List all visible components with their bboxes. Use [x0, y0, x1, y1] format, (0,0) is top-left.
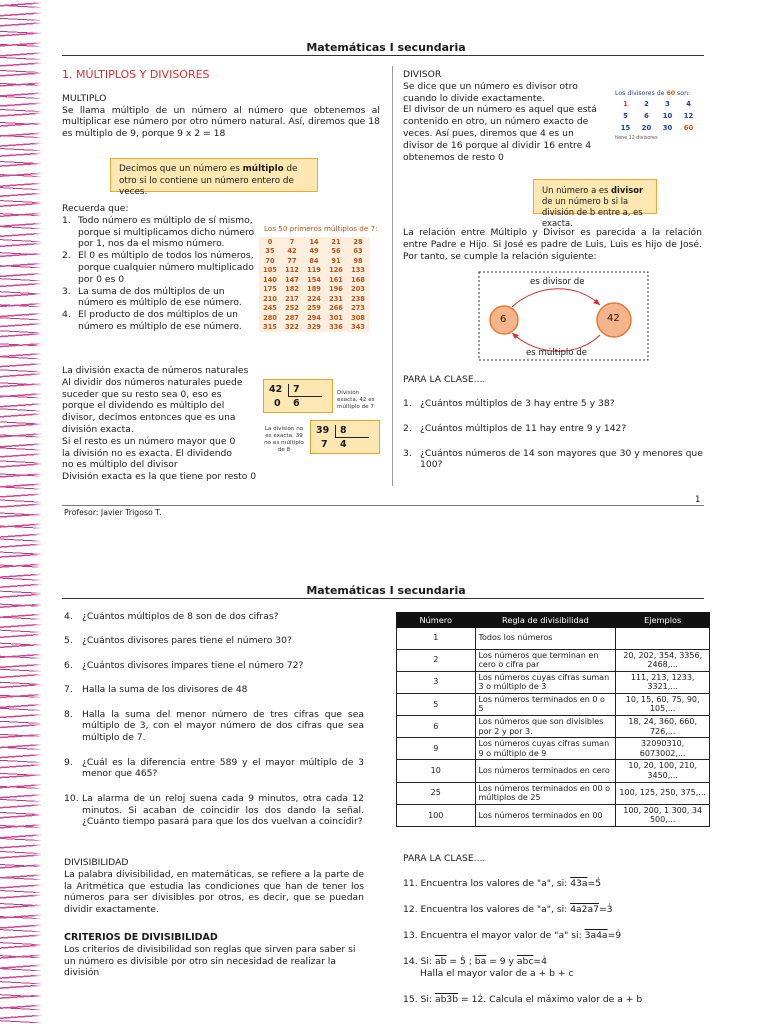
- recuerda-item: 4. El producto de dos múltiplos de un número es múltiplo de ese número.: [62, 309, 242, 332]
- multiple-cell: 238: [351, 294, 365, 303]
- multiple-cell: 273: [351, 304, 365, 313]
- divisor-text-line: obtenemos de resto 0: [403, 151, 504, 163]
- header-rule: [62, 55, 704, 56]
- divisors-of-60-table: [615, 98, 699, 134]
- divisor-cell: 15: [620, 124, 631, 132]
- rules-cell: Los números terminados en 00 o múltiplos de 25: [475, 782, 616, 804]
- left-column-1: [62, 69, 380, 140]
- division-text-line: suceder que su resto sea 0, eso es: [62, 388, 222, 400]
- multiple-cell: 301: [329, 313, 343, 322]
- question-11: 11. Encuentra los valores de "a", si: 43a=5̇: [403, 878, 602, 889]
- division-text: [62, 365, 272, 483]
- recuerda-list: [62, 215, 257, 333]
- multiple-cell: 21: [331, 237, 341, 246]
- rules-row: [397, 760, 710, 782]
- multiple-cell: 77: [287, 256, 297, 265]
- divisor-keyword: divisor: [611, 185, 644, 195]
- question-item: 6. ¿Cuántos divisores impares tiene el número 72?: [64, 659, 304, 671]
- multiplo-heading: MULTIPLO: [62, 92, 107, 104]
- para-clase-2: PARA LA CLASE....: [403, 853, 486, 864]
- para-clase-1: [403, 374, 703, 386]
- multiples-row: [259, 313, 369, 323]
- rules-header-cell: Ejemplos: [616, 613, 710, 628]
- divisors-row: [615, 122, 699, 134]
- footer-rule: [62, 505, 704, 506]
- divisor-cell: 10: [662, 112, 673, 120]
- divisor-text-line: El divisor de un número es aquel que está: [403, 104, 597, 116]
- rules-cell: 10, 20, 100, 210, 3450,...: [616, 760, 710, 782]
- rules-header-cell: Número: [397, 613, 476, 628]
- divisibilidad-block: [64, 857, 364, 979]
- diagram-node-42-label: 42: [607, 313, 620, 324]
- multiple-cell: 14: [309, 237, 319, 246]
- division-text-line: no es múltiplo del divisor: [62, 459, 178, 471]
- diagram-label-bottom: es múltiplo de: [526, 348, 588, 358]
- rules-cell: 2: [397, 649, 476, 671]
- divisor-text-line: divisor de 16 porque al dividir 16 entre 4: [403, 139, 592, 151]
- page-number: 1: [695, 495, 701, 505]
- rules-cell: 32090310, 6073002,...: [616, 738, 710, 760]
- divisibilidad-heading: DIVISIBILIDAD: [64, 857, 129, 868]
- multiple-cell: 126: [329, 266, 343, 275]
- divisibility-rules-table: [396, 612, 710, 827]
- multiple-cell: 245: [263, 304, 277, 313]
- multiple-cell: 287: [285, 313, 299, 322]
- recuerda-item: 3. La suma de dos múltiplos de un número es múltiplo de ese número.: [62, 285, 242, 309]
- multiples-row: [259, 304, 369, 314]
- divisor-cell: 3: [665, 100, 670, 108]
- multiple-cell: 168: [351, 275, 365, 284]
- rules-cell: Los números que terminan en cero o cifra par: [475, 649, 616, 671]
- rules-cell: 18, 24, 360, 660, 726,...: [616, 716, 710, 738]
- multiples-row: [259, 256, 369, 266]
- multiple-cell: 70: [265, 256, 275, 265]
- multiple-cell: 84: [309, 256, 319, 265]
- rules-row: [397, 649, 710, 671]
- question-14: 14. Si: $\overline{ab}$ = 5̇ ; $\overline{ba} = 9$ y $\overline{abc}=4̇$ Halla el mayor valor de a + b + c: [403, 956, 574, 979]
- question-item: 7. Halla la suma de los divisores de 48: [64, 684, 248, 696]
- division-note-1: División exacta, 42 es múltiplo de 7: [337, 390, 375, 410]
- division-text-line: Si el resto es un número mayor que 0: [62, 435, 236, 447]
- recuerda-heading: Recuerda que:: [62, 203, 129, 214]
- rules-row: [397, 738, 710, 760]
- rules-cell: 6: [397, 716, 476, 738]
- multiple-cell: 329: [307, 323, 321, 332]
- question-item: 9. ¿Cuál es la diferencia entre 589 y el mayor múltiplo de 3 menor que 465?: [64, 756, 364, 780]
- rules-row: [397, 671, 710, 693]
- multiple-cell: 203: [351, 285, 365, 294]
- multiple-cell: 343: [351, 323, 365, 332]
- divisor-block: [403, 69, 608, 163]
- multiple-cell: 231: [329, 294, 343, 303]
- multiple-cell: 161: [329, 275, 343, 284]
- divisor-cell: 12: [683, 112, 694, 120]
- page-header-1: Matemáticas I secundaria: [306, 41, 466, 54]
- multiples-row: [259, 294, 369, 304]
- division-text-line: División exacta es la que tiene por resto 0: [62, 471, 257, 483]
- divisor-text-line: veces. Así pues, diremos que 4 es un: [403, 127, 574, 139]
- rules-row: [397, 804, 710, 826]
- question-item: 4. ¿Cuántos múltiplos de 8 son de dos cifras?: [64, 611, 279, 622]
- multiple-cell: 154: [307, 275, 321, 284]
- criterios-heading: CRITERIOS DE DIVISIBILIDAD: [64, 931, 218, 943]
- rules-cell: 3: [397, 671, 476, 693]
- rules-header-cell: Regla de divisibilidad: [475, 613, 616, 628]
- header-rule-2: [62, 598, 704, 599]
- multiplo-definition-callout: Decimos que un número es múltiplo de otro si lo contiene un número entero de veces.: [110, 158, 318, 192]
- rules-cell: 111, 213, 1233, 3321,...: [616, 671, 710, 693]
- rules-cell: 10: [397, 760, 476, 782]
- multiple-cell: 42: [287, 247, 297, 256]
- divisor-cell: 4: [686, 100, 691, 108]
- multiple-cell: 98: [353, 256, 363, 265]
- clase-question: 3. ¿Cuántos números de 14 son mayores que 30 y menores que 100?: [403, 447, 703, 471]
- multiple-cell: 35: [265, 247, 275, 256]
- rules-cell: Los números cuyas cifras suman 3 o múltiplo de 3: [475, 671, 616, 693]
- multiple-cell: 224: [307, 294, 321, 303]
- rules-row: [397, 693, 710, 715]
- divisor-cell: 30: [662, 124, 673, 132]
- divisor-cell: 20: [641, 124, 652, 132]
- recuerda-item: 1. Todo número es múltiplo de sí mismo, porque si multiplicamos dicho número por 1, nos da el mismo número.: [62, 214, 255, 250]
- multiples-row: [259, 266, 369, 276]
- multiple-cell: 175: [263, 285, 277, 294]
- rules-cell: Los números cuyas cifras suman 9 o múltiplo de 9: [475, 738, 616, 760]
- rules-cell: 100, 125, 250, 375,...: [616, 782, 710, 804]
- multiple-cell: 315: [263, 323, 277, 332]
- divisors-row: [615, 98, 699, 110]
- multiples-title: Los 50 primeros múltiplos de 7:: [264, 224, 378, 233]
- divisor-cell: 6: [644, 112, 649, 120]
- section-title: 1. MÚLTIPLOS Y DIVISORES: [62, 68, 210, 81]
- multiplo-text: Se llama múltiplo de un número al número que obtenemos al multiplicar ese número por otro número natural. Así, diremos que 18 es múltiplo de 9, porque 9 x 2 = 18: [62, 104, 380, 140]
- multiple-cell: 140: [263, 275, 277, 284]
- divisor-text-line: Se dice que un número es divisor otro: [403, 80, 578, 92]
- multiple-cell: 0: [267, 237, 273, 246]
- divisibilidad-text: La palabra divisibilidad, en matemáticas, se refiere a la parte de la Aritmética que estudia las condiciones que han de tener los números para ser divisibles por otros, es decir, que se puedan dividir exactamente.: [64, 868, 364, 916]
- multiple-cell: 112: [285, 266, 299, 275]
- rules-cell: Los números terminados en 0 o 5: [475, 693, 616, 715]
- questions-11-15: [403, 878, 703, 1006]
- recuerda-block: [62, 203, 257, 333]
- rules-row: [397, 628, 710, 650]
- division-text-line: división exacta.: [62, 423, 134, 435]
- division-text-line: divisor, decimos entonces que es una: [62, 412, 236, 424]
- rules-cell: 1: [397, 628, 476, 650]
- multiple-cell: 266: [329, 304, 343, 313]
- rules-cell: [616, 628, 710, 650]
- multiple-cell: 7: [289, 237, 295, 246]
- multiple-cell: 28: [353, 237, 363, 246]
- divisor-cell: 1: [623, 100, 628, 108]
- division-text-line: porque el dividendo es múltiplo del: [62, 400, 225, 412]
- multiple-cell: 252: [285, 304, 299, 313]
- diagram-label-top: es divisor de: [530, 277, 585, 287]
- multiple-cell: 49: [309, 247, 319, 256]
- divisor-heading: DIVISOR: [403, 69, 442, 80]
- column-divider: [392, 66, 393, 486]
- question-12: 12. Encuentra los valores de "a", si: 4a2a7=3̇: [403, 904, 613, 915]
- division-example-2: 39 8 7 4: [310, 420, 380, 454]
- multiple-cell: 336: [329, 323, 343, 332]
- division-text-line: Al dividir dos números naturales puede: [62, 376, 243, 388]
- multiple-cell: 322: [285, 323, 299, 332]
- diagram-node-6-label: 6: [500, 314, 507, 325]
- divisor-count: tiene 12 divisores: [615, 136, 658, 141]
- multiple-cell: 294: [307, 313, 321, 322]
- multiple-cell: 63: [353, 247, 363, 256]
- divisor-definition-callout: Un número a es divisor de un número b si la división de b entre a, es exacta.: [533, 179, 657, 214]
- rules-cell: 5: [397, 693, 476, 715]
- footer-author: Profesor: Javier Trigoso T.: [64, 508, 162, 517]
- question-item: 8. Halla la suma del menor número de tres cifras que sea múltiplo de 3, con el mayor número de dos cifras que sea múltiplo de 7.: [64, 708, 364, 744]
- multiples-row: [259, 285, 369, 295]
- multiple-cell: 133: [351, 266, 365, 275]
- multiples-row: [259, 275, 369, 285]
- multiple-cell: 217: [285, 294, 299, 303]
- question-item: 5. ¿Cuántos divisores pares tiene el número 30?: [64, 635, 292, 647]
- multiples-row: [259, 323, 369, 333]
- multiple-cell: 56: [331, 247, 341, 256]
- divisors-of-60-box: Los divisores de 60 son: 1 2 3 4 5 6 10 12 15 20 30 60 tiene 12 divisores: [615, 90, 705, 141]
- rules-cell: 25: [397, 782, 476, 804]
- question-item: 10. La alarma de un reloj suena cada 9 minutos, otra cada 12 minutos. Si acaban de coincidir los dos dando la señal. ¿Cuánto tiempo pasará para que los dos vuelvan a coincidir?: [64, 792, 364, 828]
- rules-cell: Todos los números: [475, 628, 616, 650]
- rules-cell: Los números terminados en cero: [475, 760, 616, 782]
- multiple-cell: 196: [329, 285, 343, 294]
- rules-cell: 10, 15, 60, 75, 90, 105,...: [616, 693, 710, 715]
- multiples-row: [259, 237, 369, 247]
- divisor-cell: 2: [644, 100, 649, 108]
- multiple-cell: 119: [307, 266, 321, 275]
- questions-4-10: [64, 611, 364, 841]
- multiple-cell: 308: [351, 313, 365, 322]
- rules-header-row: [397, 613, 710, 628]
- question-13: 13. Encuentra el mayor valor de "a" si: 3a4a=9̇: [403, 930, 622, 941]
- multiples-row: [259, 247, 369, 257]
- multiple-cell: 147: [285, 275, 299, 284]
- rules-cell: 100, 200, 1 300, 34 500,...: [616, 804, 710, 826]
- para-clase-heading: PARA LA CLASE....: [403, 374, 486, 385]
- recuerda-item: 2. El 0 es múltiplo de todos los números, porque cualquier número multiplicado por 0 es 0: [62, 250, 254, 285]
- relacion-text: La relación entre Múltiplo y Divisor es parecida a la relación entre Padre e Hijo. Si José es padre de Luis, Luis es hijo de José. Por tanto, se cumple la relación siguiente:: [403, 227, 702, 262]
- rules-row: [397, 716, 710, 738]
- divisor-cell: 60: [683, 124, 694, 132]
- multiple-cell: 182: [285, 285, 299, 294]
- division-text-line: la división no es exacta. El dividendo: [62, 447, 232, 459]
- criterios-text: Los criterios de divisibilidad son reglas que sirven para saber si un número es divisible por otro sin necesidad de realizar la división: [64, 943, 356, 979]
- rules-row: [397, 782, 710, 804]
- multiple-cell: 280: [263, 313, 277, 322]
- rules-cell: 100: [397, 804, 476, 826]
- multiple-cell: 189: [307, 285, 321, 294]
- clase-questions-1: [403, 398, 703, 484]
- multiplo-keyword: múltiplo: [242, 164, 284, 174]
- arrow-divisor: [512, 289, 600, 307]
- divisor-text-line: cuando lo divide exactamente.: [403, 92, 546, 104]
- page-header-2: Matemáticas I secundaria: [306, 584, 466, 597]
- multiple-cell: 259: [307, 304, 321, 313]
- divisor-text-line: contenido en otro, un número exacto de: [403, 116, 589, 128]
- multiple-cell: 91: [331, 256, 341, 265]
- multiple-cell: 105: [263, 266, 277, 275]
- rules-cell: 20, 202, 354, 3356, 2468,...: [616, 649, 710, 671]
- question-15: 15. Si: ab3b = 12̇. Calcula el máximo valor de a + b: [403, 994, 643, 1005]
- rules-cell: 9: [397, 738, 476, 760]
- clase-question: 1. ¿Cuántos múltiplos de 3 hay entre 5 y 38?: [403, 398, 615, 409]
- division-note-2: La división no es exacta, 39 no es múltiplo de 8: [264, 426, 304, 453]
- division-text-line: La división exacta de números naturales: [62, 365, 249, 376]
- clase-question: 2. ¿Cuántos múltiplos de 11 hay entre 9 y 142?: [403, 422, 627, 434]
- division-example-1: 42 7 0 6: [263, 379, 333, 413]
- divisors-row: [615, 110, 699, 122]
- rules-cell: Los números terminados en 00: [475, 804, 616, 826]
- multiples-of-7-table: [259, 237, 369, 332]
- divisor-cell: 5: [623, 112, 628, 120]
- multiple-cell: 210: [263, 294, 277, 303]
- rules-cell: Los números que son divisibles por 2 y por 3.: [475, 716, 616, 738]
